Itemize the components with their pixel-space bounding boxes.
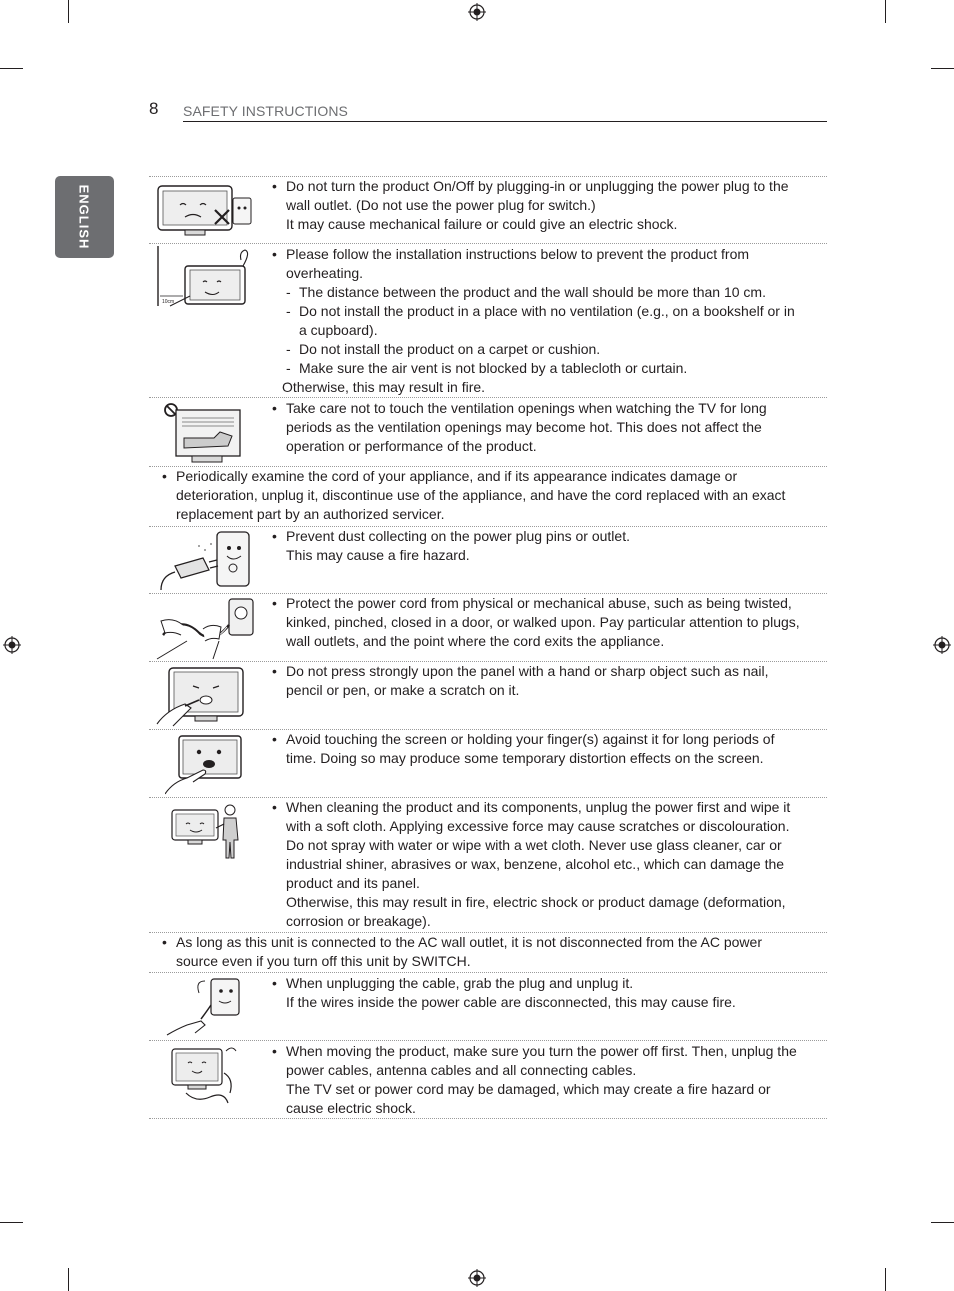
item-line: with a soft cloth. Applying excessive force may cause scratches or discolouration. xyxy=(286,818,790,834)
sub-item-line: The distance between the product and the wall should be more than 10 cm. xyxy=(299,284,766,300)
tv-unplug-illustration xyxy=(155,180,255,238)
item-line: Periodically examine the cord of your appliance, and if its appearance indicates damage or xyxy=(176,468,738,484)
registration-mark-icon xyxy=(933,636,951,654)
bullet-icon: • xyxy=(272,595,277,611)
item-line: As long as this unit is connected to the AC wall outlet, it is not disconnected from the AC power xyxy=(176,934,762,950)
registration-mark-icon xyxy=(468,1269,486,1287)
plug-dust-illustration xyxy=(155,528,255,592)
bullet-icon: • xyxy=(272,663,277,679)
row-divider xyxy=(149,1118,827,1119)
bullet-icon: • xyxy=(272,246,277,262)
header-rule xyxy=(183,121,827,122)
item-line: The TV set or power cord may be damaged, which may create a fire hazard or xyxy=(286,1081,771,1097)
item-line: Do not turn the product On/Off by plugging-in or unplugging the power plug to the xyxy=(286,178,789,194)
sub-dash: - xyxy=(286,360,291,376)
bullet-icon: • xyxy=(272,975,277,991)
item-line: When unplugging the cable, grab the plug and unplug it. xyxy=(286,975,634,991)
crop-mark xyxy=(931,68,954,69)
row-divider xyxy=(149,243,827,244)
item-line: Do not press strongly upon the panel with a hand or sharp object such as nail, xyxy=(286,663,769,679)
bullet-icon: • xyxy=(272,1043,277,1059)
bullet-icon: • xyxy=(162,468,167,484)
bullet-icon: • xyxy=(162,934,167,950)
item-line: Take care not to touch the ventilation openings when watching the TV for long xyxy=(286,400,767,416)
item-line: It may cause mechanical failure or could give an electric shock. xyxy=(286,216,678,232)
crop-mark xyxy=(68,1268,69,1291)
row-divider xyxy=(149,397,827,398)
bullet-icon: • xyxy=(272,799,277,815)
item-line: operation or performance of the product. xyxy=(286,438,537,454)
distance-label: 10cm xyxy=(162,299,175,305)
sub-dash: - xyxy=(286,284,291,300)
crop-mark xyxy=(0,1222,23,1223)
section-title: SAFETY INSTRUCTIONS xyxy=(183,103,348,119)
item-line: This may cause a fire hazard. xyxy=(286,547,470,563)
item-line: industrial shiner, abrasives or wax, benzene, alcohol etc., which can damage the xyxy=(286,856,785,872)
cord-abuse-illustration xyxy=(153,595,257,661)
item-line: power cables, antenna cables and all connecting cables. xyxy=(286,1062,637,1078)
item-line: overheating. xyxy=(286,265,364,281)
tv-wall-distance-illustration xyxy=(155,246,260,312)
tv-ventilation-illustration xyxy=(162,402,247,464)
item-line: replacement part by an authorized servicer. xyxy=(176,506,445,522)
language-tab xyxy=(55,176,114,258)
crop-mark xyxy=(885,1268,886,1291)
item-line: pencil or pen, or make a scratch on it. xyxy=(286,682,520,698)
item-line: If the wires inside the power cable are disconnected, this may cause fire. xyxy=(286,994,736,1010)
tv-moving-illustration xyxy=(166,1043,246,1107)
sub-dash: - xyxy=(286,303,291,319)
tv-finger-screen-illustration xyxy=(165,732,245,796)
bullet-icon: • xyxy=(272,731,277,747)
bullet-icon: • xyxy=(272,400,277,416)
crop-mark xyxy=(68,0,69,23)
language-tab-label: ENGLISH xyxy=(76,184,92,250)
item-line: Protect the power cord from physical or mechanical abuse, such as being twisted, xyxy=(286,595,792,611)
item-footer: Otherwise, this may result in fire. xyxy=(282,379,486,395)
sub-item-line: Do not install the product on a carpet or cushion. xyxy=(299,341,601,357)
item-line: Please follow the installation instructions below to prevent the product from xyxy=(286,246,750,262)
registration-mark-icon xyxy=(468,3,486,21)
sub-item-line: Make sure the air vent is not blocked by a tablecloth or curtain. xyxy=(299,360,688,376)
item-line: When cleaning the product and its components, unplug the power first and wipe it xyxy=(286,799,791,815)
row-divider xyxy=(149,1040,827,1041)
bullet-icon: • xyxy=(272,528,277,544)
sub-dash: - xyxy=(286,341,291,357)
item-line: corrosion or breakage). xyxy=(286,913,431,929)
item-line: deterioration, unplug it, discontinue use of the appliance, and have the cord replaced with an exact xyxy=(176,487,786,503)
crop-mark xyxy=(885,0,886,23)
item-line: Prevent dust collecting on the power plug pins or outlet. xyxy=(286,528,630,544)
item-line: periods as the ventilation openings may become hot. This does not affect the xyxy=(286,419,762,435)
item-line: When moving the product, make sure you turn the power off first. Then, unplug the xyxy=(286,1043,797,1059)
item-line: wall outlet. (Do not use the power plug for switch.) xyxy=(286,197,596,213)
item-line: Do not spray with water or wipe with a wet cloth. Never use glass cleaner, car or xyxy=(286,837,782,853)
sub-item-line: Do not install the product in a place with no ventilation (e.g., on a bookshelf or in xyxy=(299,303,795,319)
sub-item-line: a cupboard). xyxy=(299,322,378,338)
registration-mark-icon xyxy=(3,636,21,654)
unplug-cable-illustration xyxy=(165,975,245,1039)
item-line: time. Doing so may produce some temporary distortion effects on the screen. xyxy=(286,750,764,766)
item-line: product and its panel. xyxy=(286,875,420,891)
bullet-icon: • xyxy=(272,178,277,194)
item-line: kinked, pinched, closed in a door, or walked upon. Pay particular attention to plugs, xyxy=(286,614,800,630)
row-divider xyxy=(149,972,827,973)
item-line: cause electric shock. xyxy=(286,1100,416,1116)
crop-mark xyxy=(0,68,23,69)
tv-press-panel-illustration xyxy=(155,664,255,728)
page-number: 8 xyxy=(149,99,159,118)
item-line: Otherwise, this may result in fire, electric shock or product damage (deformation, xyxy=(286,894,786,910)
item-line: wall outlets, and the point where the cord exits the appliance. xyxy=(286,633,665,649)
item-line: Avoid touching the screen or holding your finger(s) against it for long periods of xyxy=(286,731,775,747)
tv-cleaning-illustration xyxy=(168,800,246,864)
crop-mark xyxy=(931,1222,954,1223)
item-line: source even if you turn off this unit by SWITCH. xyxy=(176,953,471,969)
